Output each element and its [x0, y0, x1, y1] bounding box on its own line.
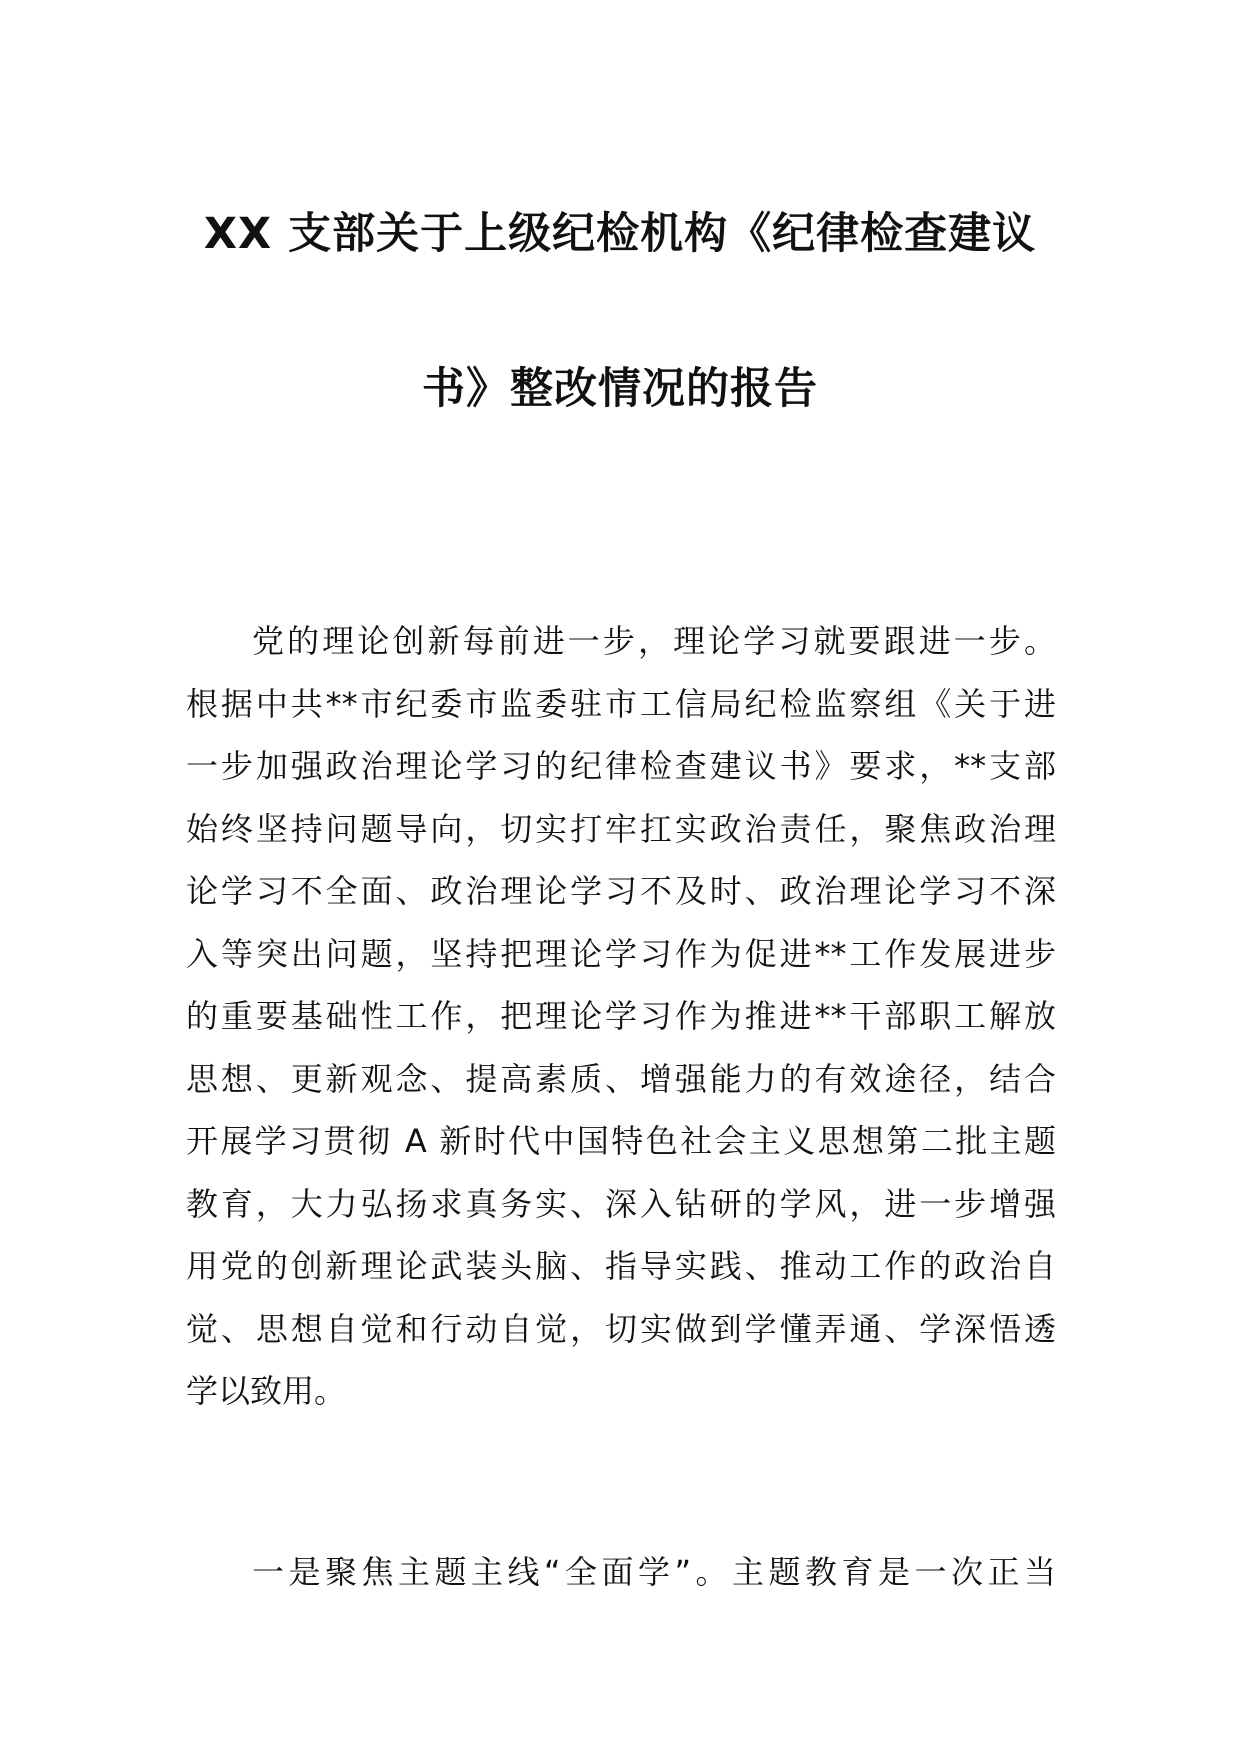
paragraph-2: [186, 1541, 1056, 1604]
paragraph-2-line: 一是聚焦主题主线“全面学”。主题教育是一次正当: [252, 1553, 1056, 1591]
document-title-line-2: 书》整改情况的报告: [422, 364, 818, 414]
paragraph-1-line: 学以致用。: [186, 1372, 347, 1410]
paragraph-1-line: 始终坚持问题导向，切实打牢扛实政治责任，聚焦政治理: [186, 809, 1056, 848]
paragraph-1-line: 用党的创新理论武装头脑、指导实践、推动工作的政治自: [186, 1247, 1056, 1285]
paragraph-1-line: 根据中共**市纪委市监委驻市工信局纪检监察组《关于进: [186, 684, 1056, 723]
paragraph-1-line: 的重要基础性工作，把理论学习作为推进**干部职工解放: [186, 997, 1056, 1035]
paragraph-1-line: 党的理论创新每前进一步，理论学习就要跟进一步。: [252, 622, 1056, 660]
paragraph-1-line: 思想、更新观念、提高素质、增强能力的有效途径，结合: [186, 1059, 1056, 1098]
paragraph-1-line: 开展学习贯彻 A 新时代中国特色社会主义思想第二批主题: [186, 1122, 1056, 1160]
document-title-line-1: XX 支部关于上级纪检机构《纪律检查建议: [203, 209, 1037, 259]
paragraph-1-line: 觉、思想自觉和行动自觉，切实做到学懂弄通、学深悟透: [186, 1309, 1056, 1348]
paragraph-1: [186, 610, 1056, 1423]
paragraph-1-line: 论学习不全面、政治理论学习不及时、政治理论学习不深: [186, 872, 1056, 910]
paragraph-1-line: 教育，大力弘扬求真务实、深入钻研的学风，进一步增强: [186, 1184, 1056, 1223]
paragraph-1-line: 一步加强政治理论学习的纪律检查建议书》要求，**支部: [186, 747, 1056, 785]
paragraph-1-line: 入等突出问题，坚持把理论学习作为促进**工作发展进步: [186, 934, 1056, 973]
